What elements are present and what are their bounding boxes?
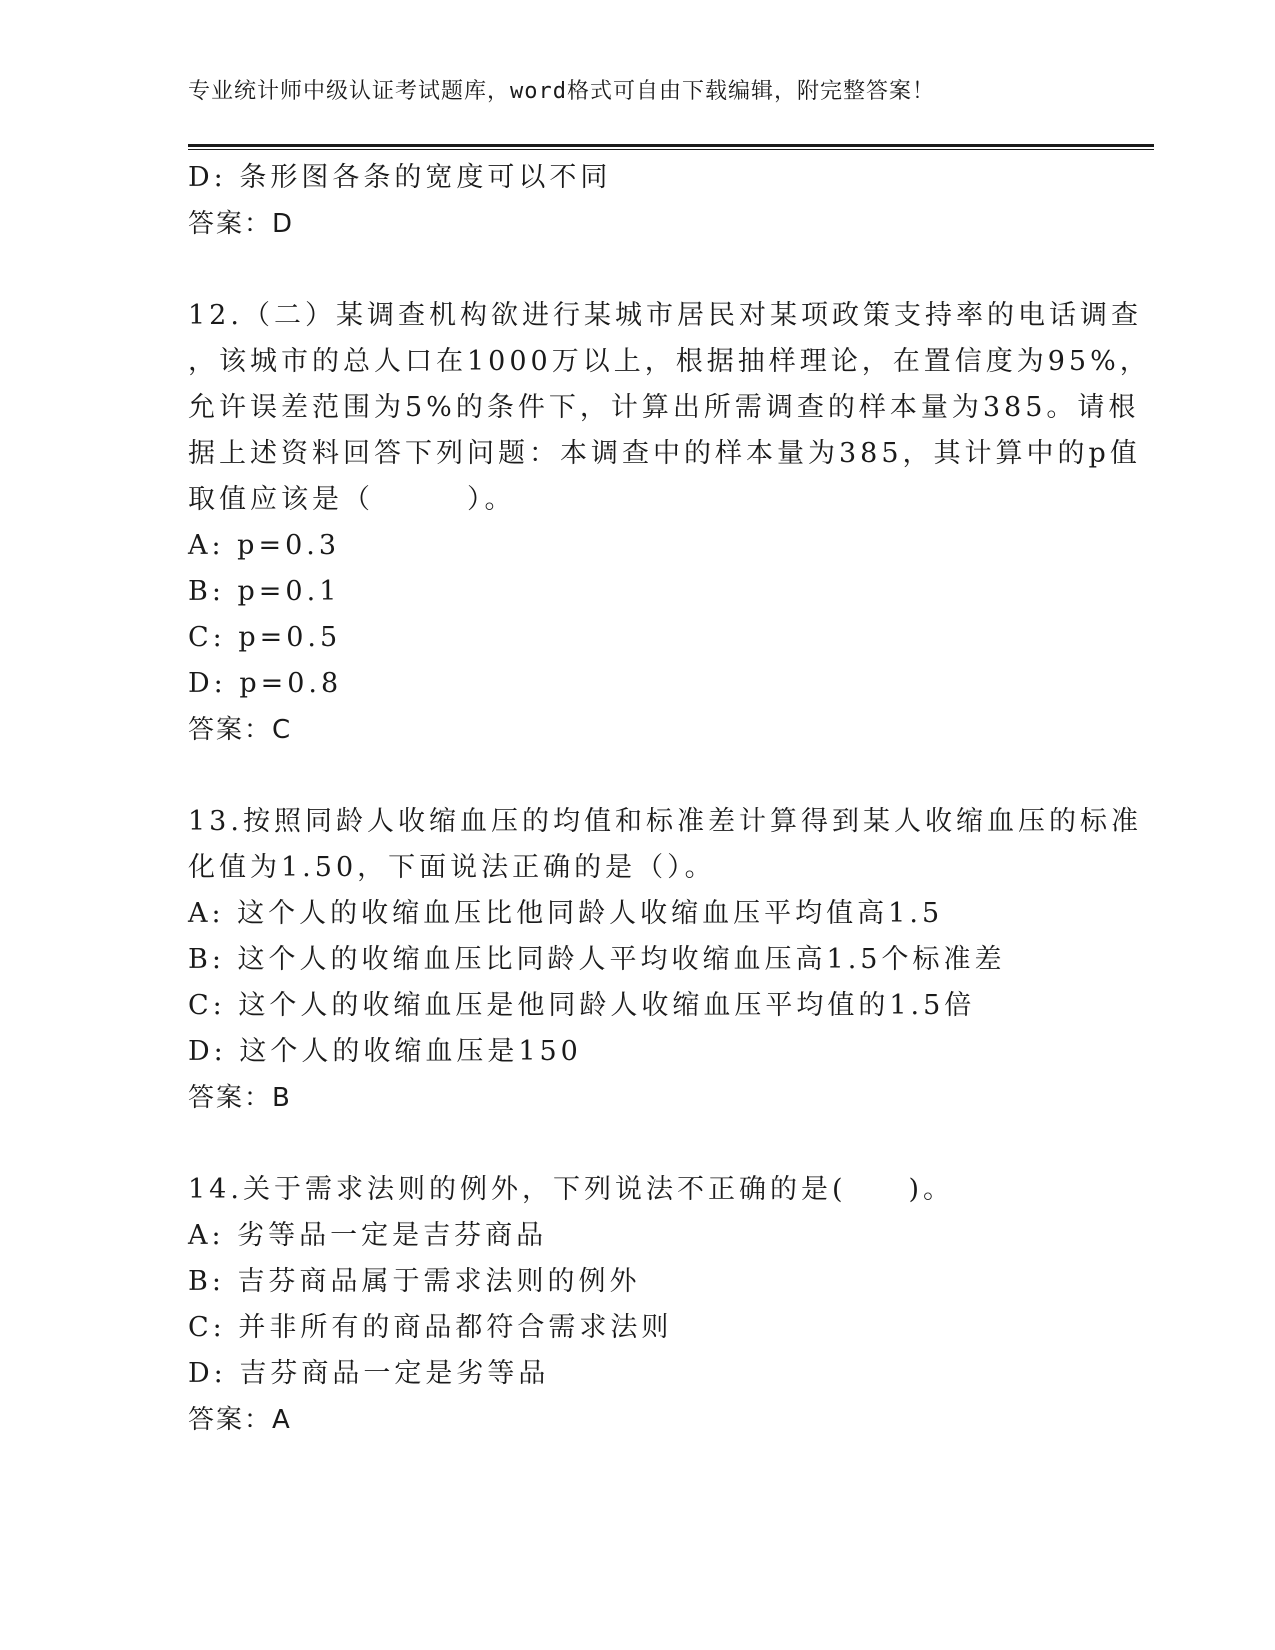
question-stem-line: 12.（二）某调查机构欲进行某城市居民对某项政策支持率的电话调查 <box>188 300 1142 331</box>
question-stem-line: 取值应该是（ ）。 <box>188 484 516 515</box>
option-a: A: p=0.3 <box>188 530 341 561</box>
option-b: B: p=0.1 <box>188 576 341 607</box>
option-d: D: 条形图各条的宽度可以不同 <box>188 162 612 193</box>
option-d: D: p=0.8 <box>188 668 343 699</box>
question-stem-line: 化值为1.50，下面说法正确的是（）。 <box>188 852 716 883</box>
question-stem-line: 13.按照同龄人收缩血压的均值和标准差计算得到某人收缩血压的标准 <box>188 806 1142 837</box>
spacer <box>188 1121 1088 1167</box>
spacer <box>188 753 1088 799</box>
header-divider-thin <box>188 149 1154 150</box>
option-a: A: 这个人的收缩血压比他同龄人收缩血压平均值高1.5 <box>188 898 944 929</box>
header-divider <box>188 144 1154 150</box>
question-content <box>188 155 1151 1443</box>
page-header: 专业统计师中级认证考试题库，word格式可自由下载编辑，附完整答案！ <box>188 79 935 104</box>
question-stem-line: 14.关于需求法则的例外，下列说法不正确的是( )。 <box>188 1174 955 1205</box>
question-stem-line: 允许误差范围为5%的条件下，计算出所需调查的样本量为385。请根 <box>188 392 1140 423</box>
option-d: D: 吉芬商品一定是劣等品 <box>188 1358 550 1389</box>
header-divider-thick <box>188 144 1154 147</box>
option-a: A: 劣等品一定是吉芬商品 <box>188 1220 548 1251</box>
option-b: B: 吉芬商品属于需求法则的例外 <box>188 1266 641 1297</box>
option-c: C: 并非所有的商品都符合需求法则 <box>188 1312 673 1343</box>
answer-line: 答案：A <box>188 1405 292 1435</box>
option-c: C: p=0.5 <box>188 622 342 653</box>
question-stem-line: ，该城市的总人口在1000万以上，根据抽样理论，在置信度为95%， <box>188 346 1151 377</box>
answer-line: 答案：B <box>188 1083 292 1113</box>
answer-line: 答案：D <box>188 209 295 239</box>
question-stem-line: 据上述资料回答下列问题：本调查中的样本量为385，其计算中的p值 <box>188 438 1141 469</box>
answer-line: 答案：C <box>188 715 293 745</box>
option-c: C: 这个人的收缩血压是他同龄人收缩血压平均值的1.5倍 <box>188 990 976 1021</box>
option-b: B: 这个人的收缩血压比同龄人平均收缩血压高1.5个标准差 <box>188 944 1006 975</box>
question-12 <box>188 293 1151 753</box>
question-13 <box>188 799 1142 1121</box>
spacer <box>188 247 1088 293</box>
question-14 <box>188 1167 1088 1443</box>
option-d: D: 这个人的收缩血压是150 <box>188 1036 582 1067</box>
